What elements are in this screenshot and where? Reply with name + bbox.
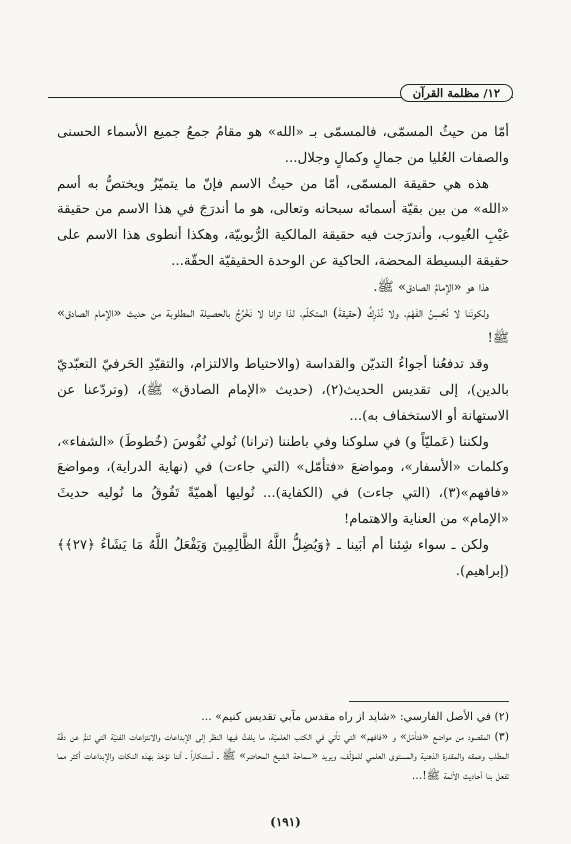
running-header bbox=[48, 84, 513, 108]
running-header-title: ۱۲/ مظلمة القرآن bbox=[400, 84, 513, 102]
paragraph: ولكننا (عَمليّاً و) في سلوكنا وفي باطننا (ترانا) نُولي نُفُوسَ (خُطوطَ) «الشفاء»، وكلمات «الأسفار»، ومواضعَ «فتأمّل» (التي جاءت) في (نهاية الدراية)، ومواضعَ «فافهم»(٣)، (التي جاءت) في (الكفاية)... نُوليها أهميّةً تَفُوقُ ما نُوليه حديثَ «الإمام» من العناية والاهتمام! bbox=[57, 434, 509, 527]
paragraph: أمّا من حيثُ المسمّى، فالمسمّى بـ «الله» هو مقامُ جمعُ جميع الأسماء الحسنى والصفات العُليا من جمالٍ وكمالٍ وجلال... bbox=[57, 125, 509, 166]
paragraph: هذه هي حقيقة المسمّى، أمّا من حيثُ الاسم فإنّ ما يتميّزُ ويختصُّ به أسم «الله» من بين بقيّة أسمائه سبحانه وتعالى، هو ما أندرَجَ في هذا الاسم من حقيقة غيْبِ الغُيوب، وأندرَجت فيه حقيقة المالكية الرُّبوبيّة، وهكذا أنطوى هذا الاسم على حقيقة البسيطة المحضة، الحاكية عن الوحدة الحقيقيّة الحقّة... bbox=[57, 176, 509, 269]
footnote-separator bbox=[349, 701, 509, 702]
footnote: (٢) في الأصل الفارسي: «شايد از راه مقدس مآبي تقديس كنيم» ... bbox=[201, 710, 509, 723]
paragraph: وقد تدفعُنا أجواءُ التديّن والقداسة (والاحتياط والالتزام، والتقيّدِ الحَرفيّ التعبّديّ بالدين)، إلى تقديس الحديث(٢)، (حديث «الإمام الصادق» ﷺ)، (وتردّعنا عن الاستهانة أو الاستخفاف به)... bbox=[57, 357, 509, 424]
paragraph: هذا هو «الإمامُ الصادق» ﷺ. bbox=[373, 279, 489, 295]
paragraph: ولكن ـ سواء شِئنا أم أبَينا ـ ﴿وَيُضِلُّ اللَّهُ الظَّالِمِينَ وَيَفْعَلُ اللَّهُ مَا يَشَاءُ ﴿٢٧﴾﴾ (إبراهيم). bbox=[57, 537, 509, 579]
page-number: (۱۹۱) bbox=[270, 815, 301, 829]
main-text bbox=[57, 120, 509, 584]
footnote: (٣) المقصود من مواضع «فتأمّل» و «فافهم» التي تأتي في الكتب العلميّة، ما يلفتُ فيها النظر إلى الإبداعات والانتزاعات الفنيّة التي تنمُّ عن دقّة المطلب وعمقه والمقدرة الذهنية والمستوى العلمي للمؤلّف، ويريد «سماحة الشيخ المحاضر» ﷺ ـ أستنكاراً ـ أننا نؤخذ بهذه النكات والإبداعات أكثر مما تفعل بنا أحاديث الأئمة ﷺ!... bbox=[57, 729, 509, 782]
footnotes bbox=[57, 707, 509, 785]
paragraph: ولكونَنا لا نُحْسِنُ الفَهْمَ، ولا نُدْرِكُ (حقيقةَ) المتكلّم، لذا ترانا لا نَخْرُجُ بالحصيلة المطلوبة من حديث «الإمام الصادق» ﷺ! bbox=[57, 305, 509, 347]
